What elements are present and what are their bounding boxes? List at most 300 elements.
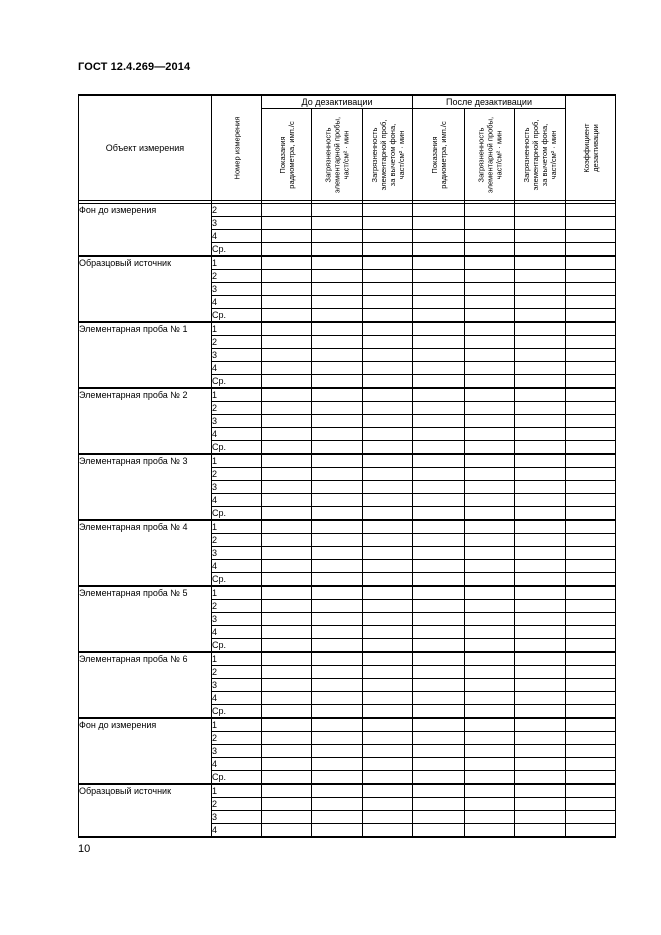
empty-value-cell [363,507,413,521]
empty-value-cell [566,336,616,349]
empty-value-cell [312,402,363,415]
empty-value-cell [363,560,413,573]
empty-value-cell [465,375,515,389]
measurement-number-cell: Ср. [212,441,262,455]
empty-value-cell [262,613,312,626]
empty-value-cell [363,336,413,349]
empty-value-cell [363,586,413,600]
empty-value-cell [566,375,616,389]
object-column-header: Объект измерения [79,95,212,201]
empty-value-cell [262,732,312,745]
empty-value-cell [312,573,363,587]
empty-value-cell [465,652,515,666]
empty-value-cell [363,626,413,639]
empty-value-cell [312,256,363,270]
empty-value-cell [515,547,566,560]
empty-value-cell [363,745,413,758]
measurement-number-cell: Ср. [212,639,262,653]
empty-value-cell [363,600,413,613]
empty-value-cell [515,824,566,838]
measurement-number-cell: Ср. [212,573,262,587]
empty-value-cell [566,666,616,679]
empty-value-cell [262,494,312,507]
empty-value-cell [515,230,566,243]
before-readings-label: Показания радиометра, имп./с [277,120,296,189]
empty-value-cell [413,692,465,705]
empty-value-cell [363,732,413,745]
empty-value-cell [515,204,566,217]
measurement-number-cell: 3 [212,349,262,362]
empty-value-cell [515,322,566,336]
empty-value-cell [312,481,363,494]
empty-value-cell [465,243,515,257]
empty-value-cell [566,613,616,626]
group-after-header: После дезактивации [413,95,566,109]
empty-value-cell [312,745,363,758]
empty-value-cell [413,679,465,692]
empty-value-cell [413,309,465,323]
empty-value-cell [363,705,413,719]
measurement-number-cell: 4 [212,230,262,243]
empty-value-cell [413,296,465,309]
empty-value-cell [413,771,465,785]
measurement-number-cell: 3 [212,679,262,692]
empty-value-cell [262,811,312,824]
empty-value-cell [312,296,363,309]
empty-value-cell [363,243,413,257]
empty-value-cell [262,798,312,811]
measurement-number-cell: 2 [212,468,262,481]
measurement-number-cell: Ср. [212,309,262,323]
measurement-table [78,94,616,838]
measurement-number-cell: 4 [212,362,262,375]
empty-value-cell [262,336,312,349]
empty-value-cell [566,811,616,824]
empty-value-cell [363,771,413,785]
empty-value-cell [413,441,465,455]
empty-value-cell [312,494,363,507]
object-cell: Элементарная проба № 1 [79,322,212,388]
empty-value-cell [312,811,363,824]
measurement-number-cell: 4 [212,296,262,309]
before-contamination-header [312,109,363,201]
table-row [79,586,616,600]
measurement-number-cell: 2 [212,600,262,613]
empty-value-cell [515,732,566,745]
empty-value-cell [363,481,413,494]
empty-value-cell [363,679,413,692]
object-cell: Элементарная проба № 6 [79,652,212,718]
empty-value-cell [363,217,413,230]
empty-value-cell [413,454,465,468]
empty-value-cell [465,441,515,455]
empty-value-cell [515,705,566,719]
empty-value-cell [413,573,465,587]
empty-value-cell [413,560,465,573]
measurement-number-cell: 2 [212,336,262,349]
empty-value-cell [413,388,465,402]
empty-value-cell [363,415,413,428]
empty-value-cell [312,230,363,243]
empty-value-cell [262,679,312,692]
empty-value-cell [465,309,515,323]
measurement-number-cell: 4 [212,626,262,639]
empty-value-cell [363,520,413,534]
empty-value-cell [363,204,413,217]
table-row [79,204,616,217]
measurement-number-cell: 3 [212,811,262,824]
measurement-number-cell: 1 [212,586,262,600]
empty-value-cell [262,296,312,309]
measurement-number-cell: 4 [212,692,262,705]
empty-value-cell [465,560,515,573]
empty-value-cell [515,270,566,283]
after-readings-label: Показания радиометра, имп./с [429,120,448,189]
empty-value-cell [363,402,413,415]
empty-value-cell [363,811,413,824]
measurement-number-cell: 3 [212,481,262,494]
empty-value-cell [262,217,312,230]
empty-value-cell [363,296,413,309]
empty-value-cell [515,217,566,230]
empty-value-cell [262,454,312,468]
empty-value-cell [465,732,515,745]
empty-value-cell [262,441,312,455]
empty-value-cell [566,718,616,732]
empty-value-cell [515,309,566,323]
empty-value-cell [262,230,312,243]
empty-value-cell [566,758,616,771]
empty-value-cell [363,758,413,771]
empty-value-cell [312,349,363,362]
empty-value-cell [363,692,413,705]
empty-value-cell [465,322,515,336]
empty-value-cell [515,771,566,785]
empty-value-cell [363,322,413,336]
empty-value-cell [413,732,465,745]
empty-value-cell [312,705,363,719]
empty-value-cell [515,613,566,626]
measurement-number-cell: 3 [212,283,262,296]
measurement-number-cell: 4 [212,428,262,441]
empty-value-cell [363,283,413,296]
measurement-number-cell: 2 [212,270,262,283]
table-row [79,652,616,666]
empty-value-cell [312,362,363,375]
empty-value-cell [413,718,465,732]
empty-value-cell [363,441,413,455]
measurement-number-cell: 2 [212,534,262,547]
number-column-label: Номер измерения [232,116,241,180]
empty-value-cell [363,230,413,243]
empty-value-cell [363,349,413,362]
empty-value-cell [515,283,566,296]
empty-value-cell [465,745,515,758]
empty-value-cell [262,652,312,666]
empty-value-cell [566,520,616,534]
empty-value-cell [262,428,312,441]
empty-value-cell [515,811,566,824]
empty-value-cell [413,626,465,639]
number-column-header [212,95,262,201]
empty-value-cell [566,296,616,309]
empty-value-cell [566,441,616,455]
empty-value-cell [413,758,465,771]
table-row [79,454,616,468]
empty-value-cell [515,468,566,481]
empty-value-cell [312,375,363,389]
empty-value-cell [363,388,413,402]
empty-value-cell [262,507,312,521]
empty-value-cell [363,494,413,507]
coefficient-column-label: Коэффициент дезактивации [581,123,600,173]
empty-value-cell [566,415,616,428]
empty-value-cell [465,520,515,534]
table-row [79,388,616,402]
empty-value-cell [312,309,363,323]
empty-value-cell [312,243,363,257]
empty-value-cell [566,639,616,653]
before-net-contamination-label: Загрязненность элементарной проб, за вычетом фона, част/см² · мин [369,119,406,190]
empty-value-cell [515,798,566,811]
empty-value-cell [413,811,465,824]
empty-value-cell [515,507,566,521]
table-body [79,95,616,837]
empty-value-cell [465,692,515,705]
empty-value-cell [262,547,312,560]
object-cell: Элементарная проба № 5 [79,586,212,652]
empty-value-cell [566,322,616,336]
empty-value-cell [566,402,616,415]
empty-value-cell [566,732,616,745]
empty-value-cell [262,309,312,323]
empty-value-cell [515,745,566,758]
coefficient-column-header [566,95,616,201]
empty-value-cell [262,771,312,785]
empty-value-cell [566,798,616,811]
empty-value-cell [566,454,616,468]
empty-value-cell [262,758,312,771]
object-cell: Элементарная проба № 4 [79,520,212,586]
empty-value-cell [465,349,515,362]
empty-value-cell [465,296,515,309]
empty-value-cell [262,745,312,758]
empty-value-cell [465,415,515,428]
empty-value-cell [465,256,515,270]
empty-value-cell [566,652,616,666]
empty-value-cell [515,428,566,441]
empty-value-cell [515,362,566,375]
empty-value-cell [262,349,312,362]
table-row [79,256,616,270]
empty-value-cell [312,547,363,560]
empty-value-cell [566,824,616,838]
empty-value-cell [515,402,566,415]
empty-value-cell [566,771,616,785]
empty-value-cell [363,666,413,679]
empty-value-cell [413,520,465,534]
empty-value-cell [465,468,515,481]
empty-value-cell [515,336,566,349]
empty-value-cell [413,705,465,719]
empty-value-cell [465,573,515,587]
empty-value-cell [262,520,312,534]
empty-value-cell [465,230,515,243]
empty-value-cell [363,256,413,270]
empty-value-cell [262,692,312,705]
empty-value-cell [515,441,566,455]
empty-value-cell [262,705,312,719]
empty-value-cell [262,639,312,653]
empty-value-cell [465,534,515,547]
empty-value-cell [465,639,515,653]
empty-value-cell [566,507,616,521]
before-contamination-label: Загрязненность элементарной пробы, част/см² · мин [323,116,351,193]
empty-value-cell [566,560,616,573]
measurement-number-cell: Ср. [212,705,262,719]
empty-value-cell [465,811,515,824]
empty-value-cell [566,309,616,323]
empty-value-cell [312,388,363,402]
empty-value-cell [413,415,465,428]
empty-value-cell [413,666,465,679]
empty-value-cell [312,586,363,600]
empty-value-cell [312,441,363,455]
after-contamination-header [465,109,515,201]
measurement-number-cell: 3 [212,613,262,626]
empty-value-cell [413,798,465,811]
object-cell: Фон до измерения [79,718,212,784]
measurement-number-cell: 2 [212,204,262,217]
empty-value-cell [566,204,616,217]
empty-value-cell [312,718,363,732]
empty-value-cell [566,784,616,798]
empty-value-cell [413,613,465,626]
empty-value-cell [566,626,616,639]
empty-value-cell [312,626,363,639]
empty-value-cell [363,534,413,547]
empty-value-cell [465,613,515,626]
empty-value-cell [566,494,616,507]
empty-value-cell [262,362,312,375]
empty-value-cell [465,758,515,771]
empty-value-cell [465,771,515,785]
empty-value-cell [312,824,363,838]
measurement-number-cell: 1 [212,718,262,732]
empty-value-cell [363,718,413,732]
measurement-number-cell: 4 [212,560,262,573]
empty-value-cell [262,468,312,481]
empty-value-cell [566,243,616,257]
empty-value-cell [312,322,363,336]
empty-value-cell [312,732,363,745]
empty-value-cell [465,336,515,349]
empty-value-cell [363,784,413,798]
measurement-number-cell: Ср. [212,507,262,521]
empty-value-cell [465,679,515,692]
empty-value-cell [413,468,465,481]
empty-value-cell [262,586,312,600]
empty-value-cell [566,256,616,270]
empty-value-cell [363,824,413,838]
empty-value-cell [413,402,465,415]
empty-value-cell [465,547,515,560]
empty-value-cell [262,204,312,217]
empty-value-cell [312,507,363,521]
empty-value-cell [312,692,363,705]
object-cell: Фон до измерения [79,204,212,257]
empty-value-cell [465,626,515,639]
empty-value-cell [363,428,413,441]
measurement-number-cell: 1 [212,784,262,798]
object-cell: Образцовый источник [79,784,212,837]
empty-value-cell [262,388,312,402]
measurement-number-cell: 4 [212,494,262,507]
empty-value-cell [413,336,465,349]
empty-value-cell [515,349,566,362]
empty-value-cell [363,375,413,389]
empty-value-cell [413,256,465,270]
empty-value-cell [515,586,566,600]
empty-value-cell [312,336,363,349]
empty-value-cell [312,520,363,534]
empty-value-cell [515,758,566,771]
empty-value-cell [262,481,312,494]
empty-value-cell [262,560,312,573]
measurement-number-cell: Ср. [212,771,262,785]
measurement-number-cell: 1 [212,454,262,468]
table-row [79,322,616,336]
empty-value-cell [566,468,616,481]
empty-value-cell [566,349,616,362]
empty-value-cell [262,375,312,389]
empty-value-cell [465,666,515,679]
measurement-number-cell: 2 [212,402,262,415]
after-net-contamination-header [515,109,566,201]
empty-value-cell [413,243,465,257]
measurement-number-cell: 3 [212,547,262,560]
after-contamination-label: Загрязненность элементарной пробы, част/см² · мин [476,116,503,193]
empty-value-cell [312,468,363,481]
empty-value-cell [363,309,413,323]
empty-value-cell [312,270,363,283]
empty-value-cell [465,507,515,521]
empty-value-cell [515,573,566,587]
empty-value-cell [363,547,413,560]
empty-value-cell [262,243,312,257]
empty-value-cell [515,652,566,666]
empty-value-cell [262,573,312,587]
empty-value-cell [413,586,465,600]
group-before-header: До дезактивации [262,95,413,109]
empty-value-cell [262,534,312,547]
empty-value-cell [465,283,515,296]
empty-value-cell [566,705,616,719]
empty-value-cell [413,428,465,441]
object-cell: Элементарная проба № 2 [79,388,212,454]
empty-value-cell [262,600,312,613]
empty-value-cell [566,362,616,375]
measurement-number-cell: 2 [212,666,262,679]
empty-value-cell [262,415,312,428]
empty-value-cell [515,784,566,798]
empty-value-cell [312,798,363,811]
empty-value-cell [465,362,515,375]
empty-value-cell [515,415,566,428]
empty-value-cell [413,204,465,217]
empty-value-cell [312,428,363,441]
empty-value-cell [515,600,566,613]
